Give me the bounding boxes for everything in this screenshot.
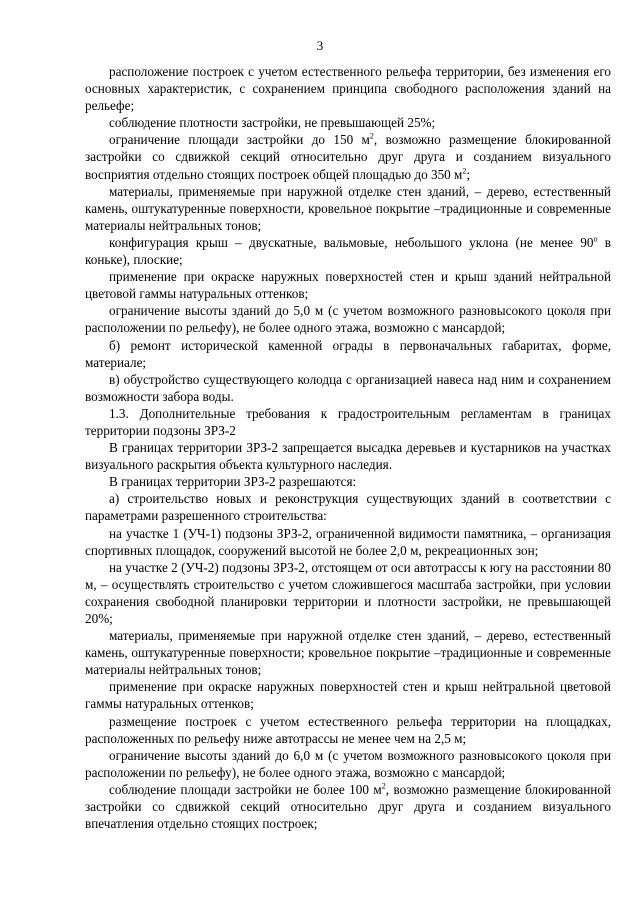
paragraph-text: соблюдение плотности застройки, не превышающей 25%; [109,115,436,131]
paragraph [85,114,611,131]
paragraph [85,525,611,559]
paragraph [85,268,611,302]
paragraph [85,781,611,832]
paragraph [85,234,611,268]
paragraph-text: размещение построек с учетом естественного рельефа территории на площадках, расположенных по рельефу ниже автотрассы не менее чем на 2,5 м; [85,713,611,746]
paragraph-text: ограничение площади застройки до 150 м [109,132,370,148]
paragraph-text: ; [466,166,471,182]
paragraph-text: соблюдение площади застройки не более 100 м [109,781,382,797]
paragraph [85,627,611,678]
paragraph [85,337,611,371]
superscript: 2 [462,166,467,176]
paragraph [85,559,611,627]
paragraph-text: в) обустройство существующего колодца с организацией навеса над ним и сохранением возможности забора воды. [85,371,611,404]
paragraph-text: расположение построек с учетом естественного рельефа территории, без изменения его основных характеристик, с сохранением принципа свободного расположения зданий на рельефе; [85,64,611,114]
superscript: 2 [381,781,386,791]
paragraph-text: 1.3. Дополнительные требования к градостроительным регламентам в границах территории подзоны ЗРЗ-2 [85,405,611,438]
paragraph [85,131,611,182]
paragraph-text: конфигурация крыш – двускатные, вальмовые, небольшого уклона (не менее 90 [109,234,594,250]
paragraph-text: применение при окраске наружных поверхностей стен и крыш нейтральной цветовой гаммы натуральных оттенков; [85,679,611,712]
paragraph [85,63,611,114]
superscript: 2 [369,131,374,141]
paragraph-text: б) ремонт исторической каменной ограды в первоначальных габаритах, форме, материале; [85,337,611,370]
body-text [85,63,611,832]
paragraph [85,439,611,473]
paragraph-text: применение при окраске наружных поверхностей стен и крыш зданий нейтральной цветовой гаммы натуральных оттенков; [85,269,611,302]
paragraph [85,678,611,712]
paragraph-text: на участке 1 (УЧ-1) подзоны ЗРЗ-2, ограниченной видимости памятника, – организация спортивных площадок, сооружений высотой не более 2,0 м, рекреационных зон; [85,525,611,558]
paragraph [85,473,611,490]
paragraph [85,371,611,405]
paragraph-text: на участке 2 (УЧ-2) подзоны ЗРЗ-2, отстоящем от оси автотрассы к югу на расстоянии 80 м, – осуществлять строительство с учетом сложившегося масштаба застройки, при условии сохранения свободной планировки территории и плотности застройки, не превышающей 20%; [85,559,611,626]
paragraph-text: ограничение высоты зданий до 6,0 м (с учетом возможного разновысокого цоколя при расположении по рельефу), не более одного этажа, возможно с мансардой; [85,747,611,780]
paragraph [85,183,611,234]
paragraph-text: В границах территории ЗРЗ-2 разрешаются: [109,474,357,490]
superscript: о [593,234,598,244]
paragraph [85,405,611,439]
paragraph-text: ограничение высоты зданий до 5,0 м (с учетом возможного разновысокого цоколя при расположении по рельефу), не более одного этажа, возможно с мансардой; [85,303,611,336]
paragraph-text: а) строительство новых и реконструкция существующих зданий в соответствии с параметрами разрешенного строительства: [85,491,611,524]
paragraph-text: , возможно размещение блокированной застройки со сдвижкой секций относительно друг друга и созданием визуального восприятия отдельно стоящих построек общей площадью до 350 м [85,132,611,182]
page-number: 3 [316,38,324,53]
paragraph-text: материалы, применяемые при наружной отделке стен зданий, – дерево, естественный камень, оштукатуренные поверхности, кровельное покрытие –традиционные и современные материалы нейтральных тонов; [85,183,611,233]
paragraph-text: В границах территории ЗРЗ-2 запрещается высадка деревьев и кустарников на участках визуального раскрытия объекта культурного наследия. [85,440,611,473]
paragraph [85,490,611,524]
paragraph [85,747,611,781]
paragraph-text: , возможно размещение блокированной застройки со сдвижкой секций относительно друг друга и созданием визуального впечатления отдельно стоящих построек; [85,781,611,832]
paragraph [85,713,611,747]
paragraph-text: материалы, применяемые при наружной отделке стен зданий, – дерево, естественный камень, оштукатуренные поверхности; кровельное покрытие –традиционные и современные материалы нейтральных тонов; [85,628,611,678]
paragraph [85,302,611,336]
paragraph-text: в коньке), плоские; [85,234,611,268]
